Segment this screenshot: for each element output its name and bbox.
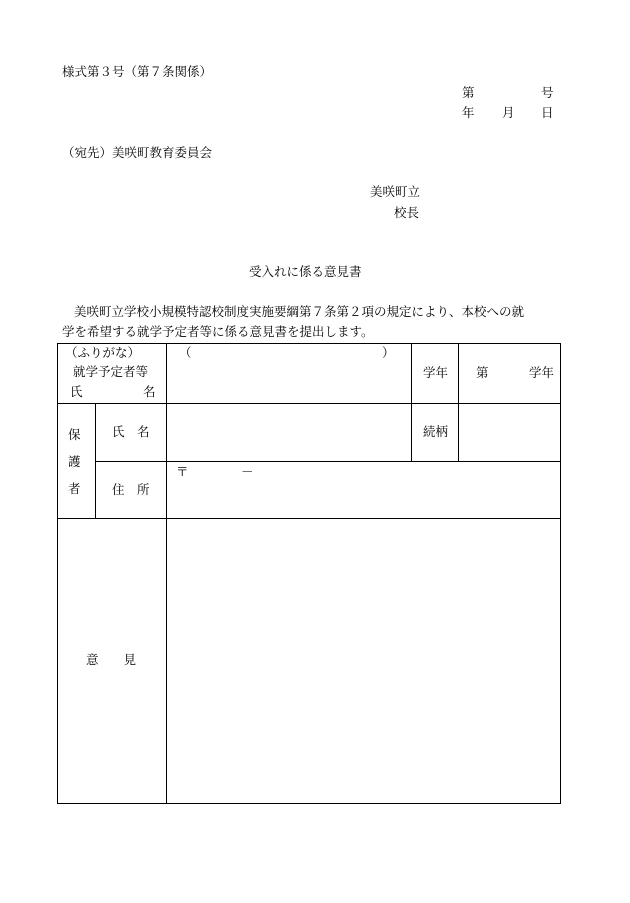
furigana-label: （ふりがな） [65, 345, 141, 360]
name-label-shi: 氏 [70, 384, 83, 399]
table-border-top [57, 343, 561, 344]
postal-mark: 〒 [176, 464, 189, 479]
applicant-label: 就学予定者等 [73, 364, 149, 379]
doc-number-prefix: 第 [462, 85, 475, 100]
row-divider-guardian [95, 461, 561, 462]
furigana-paren-close: ） [382, 345, 395, 360]
date-year: 年 [462, 105, 475, 120]
body-line-1: 美咲町立学校小規模特認校制度実施要綱第７条第２項の規定により、本校への就 [74, 304, 525, 319]
address-label: 住 所 [112, 482, 150, 497]
grade-label: 学年 [423, 365, 449, 380]
grade-value-divider [458, 343, 459, 461]
table-border-bottom [57, 803, 561, 804]
row-divider-2 [57, 518, 561, 519]
relationship-label: 続柄 [423, 424, 449, 439]
doc-number-suffix: 号 [541, 85, 554, 100]
grade-relationship-divider [411, 343, 412, 461]
furigana-paren-open: （ [179, 345, 192, 360]
sender-principal: 校長 [394, 205, 420, 220]
name-label-mei: 名 [143, 384, 156, 399]
table-border-right [560, 343, 561, 804]
guardian-label-1: 保 [68, 427, 81, 442]
grade-prefix: 第 [476, 365, 489, 380]
sender-school: 美咲町立 [370, 184, 421, 199]
grade-suffix: 学年 [529, 365, 555, 380]
body-line-2: 学を希望する就学予定者等に係る意見書を提出します。 [62, 324, 374, 339]
label-column-divider [166, 343, 167, 804]
opinion-label: 意 見 [86, 652, 137, 667]
date-month: 月 [502, 105, 515, 120]
date-day: 日 [541, 105, 554, 120]
row-divider-1 [57, 403, 561, 404]
opinion-form-table [57, 343, 561, 804]
guardian-name-label: 氏 名 [112, 424, 150, 439]
addressee: （宛先）美咲町教育委員会 [62, 145, 213, 160]
form-number: 様式第３号（第７条関係） [62, 64, 213, 79]
guardian-label-2: 護 [68, 454, 81, 469]
guardian-column-divider [95, 403, 96, 518]
table-border-left [57, 343, 58, 804]
guardian-label-3: 者 [68, 481, 81, 496]
document-title: 受入れに係る意見書 [249, 264, 362, 279]
postal-dash: － [241, 464, 254, 479]
